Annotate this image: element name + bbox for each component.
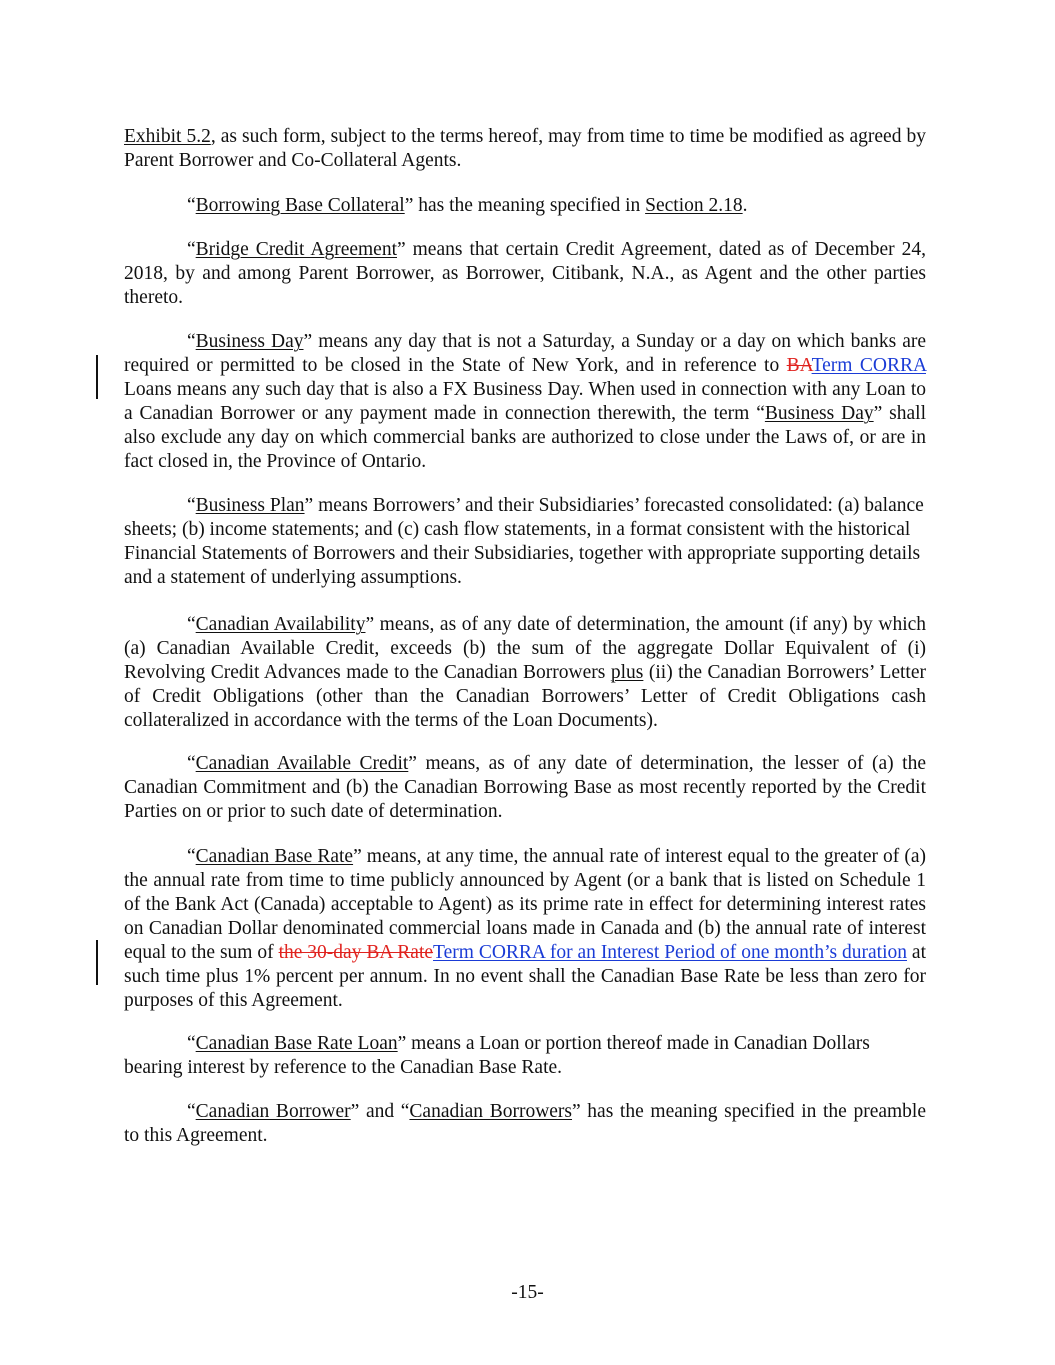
- deleted-text: the 30-day BA Rate: [278, 942, 434, 963]
- paragraph-text: , as such form, subject to the terms hereof, may from time to time be modified as agreed by Parent Borrower and Co-Collateral Agents.: [124, 126, 926, 171]
- definition-business-day: “Business Day” means any day that is not a Saturday, a Sunday or a day on which banks are required or permitted to be closed in the State of New York, and in reference to BATerm CORRA Loans means any such day that is also a FX Business Day. When used in connection with any Loan to a Canadian Borrower or any payment made in connection therewith, the term “Business Day” shall also exclude any day on which commercial banks are authorized to close under the Laws of, or are in fact closed in, the Province of Ontario.: [124, 331, 926, 472]
- definition-business-plan: “Business Plan” means Borrowers’ and their Subsidiaries’ forecasted consolidated: (a) balance sheets; (b) income statements; and (c) cash flow statements, in a format consistent with the historical Financial Statements of Borrowers and their Subsidiaries, together with appropriate supporting details and a statement of underlying assumptions.: [124, 495, 924, 588]
- inserted-text: Term CORRA for an Interest Period of one month’s duration: [433, 942, 908, 963]
- page-number: -15-: [511, 1282, 544, 1303]
- definition-bridge-credit-agreement: “Bridge Credit Agreement” means that certain Credit Agreement, dated as of December 24, 2018, by and among Parent Borrower, as Borrower, Citibank, N.A., as Agent and the other parties thereto.: [124, 239, 926, 308]
- defined-term: Bridge Credit Agreement: [195, 239, 397, 260]
- defined-term: Borrowing Base Collateral: [195, 195, 405, 216]
- defined-term: Canadian Base Rate: [195, 846, 354, 867]
- paragraph-exhibit-continuation: [124, 125, 926, 173]
- definition-canadian-borrower: “Canadian Borrower” and “Canadian Borrowers” has the meaning specified in the preamble to this Agreement.: [124, 1101, 927, 1146]
- defined-term: Business Day: [195, 331, 304, 352]
- defined-term: Business Plan: [195, 495, 305, 516]
- inserted-text: Term CORRA: [811, 355, 926, 376]
- emphasis-plus: plus: [610, 662, 644, 683]
- deleted-text: BA: [786, 355, 812, 376]
- definition-borrowing-base-collateral: “Borrowing Base Collateral” has the meaning specified in Section 2.18.: [187, 195, 748, 216]
- defined-term: Canadian Base Rate Loan: [195, 1033, 398, 1054]
- defined-term: Canadian Availability: [195, 614, 366, 635]
- definition-canadian-base-rate-loan: “Canadian Base Rate Loan” means a Loan or portion thereof made in Canadian Dollars bearing interest by reference to the Canadian Base Rate.: [124, 1033, 870, 1078]
- change-bar: [96, 355, 98, 399]
- change-bar: [96, 940, 98, 985]
- definition-canadian-base-rate: “Canadian Base Rate” means, at any time, the annual rate of interest equal to the greater of (a) the annual rate from time to time publicly announced by Agent (or a bank that is listed on Schedule 1 of the Bank Act (Canada) acceptable to Agent) as its prime rate in effect for determining interest rates on Canadian Dollar denominated commercial loans made in Canada and (b) the annual rate of interest equal to the sum of the 30-day BA RateTerm CORRA for an Interest Period of one month’s duration at such time plus 1% percent per annum. In no event shall the Canadian Base Rate be less than zero for purposes of this Agreement.: [124, 846, 927, 1011]
- definition-canadian-availability: “Canadian Availability” means, as of any date of determination, the amount (if any) by which (a) Canadian Available Credit, exceeds (b) the sum of the aggregate Dollar Equivalent of (i) Revolving Credit Advances made to the Canadian Borrowers plus (ii) the Canadian Borrowers’ Letter of Credit Obligations (other than the Canadian Borrowers’ Letter of Credit Obligations cash collateralized in accordance with the terms of the Loan Documents).: [124, 614, 927, 731]
- defined-term: Canadian Borrowers: [409, 1101, 573, 1122]
- defined-term: Canadian Borrower: [195, 1101, 351, 1122]
- section-reference: Section 2.18: [645, 195, 743, 216]
- defined-term: Canadian Available Credit: [195, 753, 409, 774]
- definition-canadian-available-credit: “Canadian Available Credit” means, as of any date of determination, the lesser of (a) the Canadian Commitment and (b) the Canadian Borrowing Base as most recently reported by the Credit Parties on or prior to such date of determination.: [124, 753, 926, 822]
- exhibit-reference: Exhibit 5.2: [124, 126, 211, 147]
- defined-term: Business Day: [764, 403, 874, 424]
